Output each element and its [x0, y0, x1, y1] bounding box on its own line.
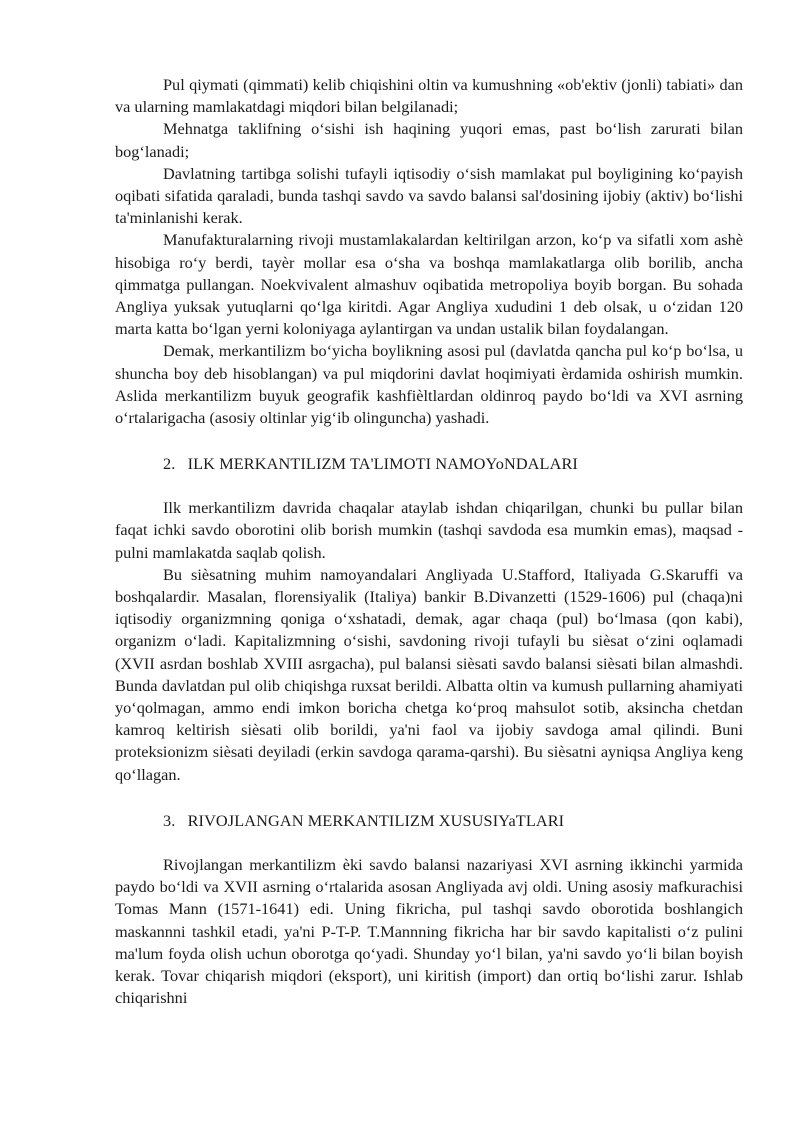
- section-heading-3: [115, 810, 743, 832]
- paragraph: Demak, merkantilizm bo‘yicha boylikning asosi pul (davlatda qancha pul ko‘p bo‘lsa, u shuncha boy deb hisoblangan) va pul miqdorini davlat hoqimiyati èrdamida oshirish mumkin. Aslida merkantilizm buyuk geografik kashfièltlardan oldinroq paydo bo‘ldi va XVI asrning o‘rtalarigacha (asosiy oltinlar yig‘ib olinguncha) yashadi.: [115, 341, 743, 428]
- section-title: RIVOJLANGAN MERKANTILIZM XUSUSIYaTLARI: [187, 810, 565, 830]
- section-number: 2.: [163, 454, 176, 474]
- paragraph: Davlatning tartibga solishi tufayli iqtisodiy o‘sish mamlakat pul boyligining ko‘payish oqibati sifatida qaraladi, bunda tashqi savdo va savdo balansi sal'dosining ijobiy (aktiv) bo‘lishi ta'minlanishi kerak.: [115, 163, 743, 228]
- section-heading-2: [115, 453, 743, 475]
- section-number: 3.: [163, 810, 176, 830]
- paragraph: Manufakturalarning rivoji mustamlakalardan keltirilgan arzon, ko‘p va sifatli xom ashè hisobiga ro‘y berdi, tayèr mollar esa o‘sha va boshqa mamlakatlarga olib borilib, ancha qimmatga pullangan. Noekvivalent almashuv oqibatida metropoliya boyib borgan. Bu sohada Angliya yuksak yutuqlarni qo‘lga kiritdi. Agar Angliya xududini 1 deb olsak, u o‘zidan 120 marta katta bo‘lgan yerni koloniyaga aylantirgan va undan ustalik bilan foydalangan.: [115, 230, 743, 339]
- document-page: [115, 74, 743, 1009]
- paragraph: Mehnatga taklifning o‘sishi ish haqining yuqori emas, past bo‘lish zarurati bilan bog‘lanadi;: [115, 119, 743, 161]
- paragraph: Pul qiymati (qimmati) kelib chiqishini oltin va kumushning «ob'ektiv (jonli) tabiati» dan va ularning mamlakatdagi miqdori bilan belgilanadi;: [115, 75, 743, 117]
- paragraph: Bu sièsatning muhim namoyandalari Angliyada U.Stafford, Italiyada G.Skaruffi va boshqalardir. Masalan, florensiyalik (Italiya) bankir B.Divanzetti (1529-1606) pul (chaqa)ni iqtisodiy organizmning qoniga o‘xshatadi, demak, agar chaqa (pul) bo‘lmasa (qon kabi), organizm o‘ladi. Kapitalizmning o‘sishi, savdoning rivoji tufayli bu sièsat o‘zini oqlamadi (XVII asrdan boshlab XVIII asrgacha), pul balansi sièsati savdo balansi sièsati bilan almashdi. Bunda davlatdan pul olib chiqishga ruxsat berildi. Albatta oltin va kumush pullarning ahamiyati yo‘qolmagan, ammo endi imkon boricha chetga ko‘proq mahsulot sotib, aksincha chetdan kamroq keltirish sièsati olib borildi, ya'ni faol va ijobiy savdoga amal qilindi. Buni proteksionizm sièsati deyiladi (erkin savdoga qarama-qarshi). Bu sièsatni ayniqsa Angliya keng qo‘llagan.: [115, 564, 743, 784]
- paragraph: Rivojlangan merkantilizm èki savdo balansi nazariyasi XVI asrning ikkinchi yarmida paydo bo‘ldi va XVII asrning o‘rtalarida asosan Angliyada avj oldi. Uning asosiy mafkurachisi Tomas Mann (1571-1641) edi. Uning fikricha, pul tashqi savdo oborotida boshlangich maskannni tashkil etadi, ya'ni P-T-P. T.Mannning fikricha har bir savdo kapitalisti o‘z pulini ma'lum foyda olish uchun oborotga qo‘yadi. Shunday yo‘l bilan, ya'ni savdo yo‘li bilan boyish kerak. Tovar chiqarish miqdori (eksport), uni kiritish (import) dan ortiq bo‘lishi zarur. Ishlab chiqarishni: [115, 854, 743, 1008]
- paragraph: Ilk merkantilizm davrida chaqalar ataylab ishdan chiqarilgan, chunki bu pullar bilan faqat ichki savdo oborotini olib borish mumkin (tashqi savdoda esa mumkin emas), maqsad - pulni mamlakatda saqlab qolish.: [115, 498, 743, 562]
- section-title: ILK MERKANTILIZM TA'LIMOTI NAMOYoNDALARI: [187, 454, 578, 474]
